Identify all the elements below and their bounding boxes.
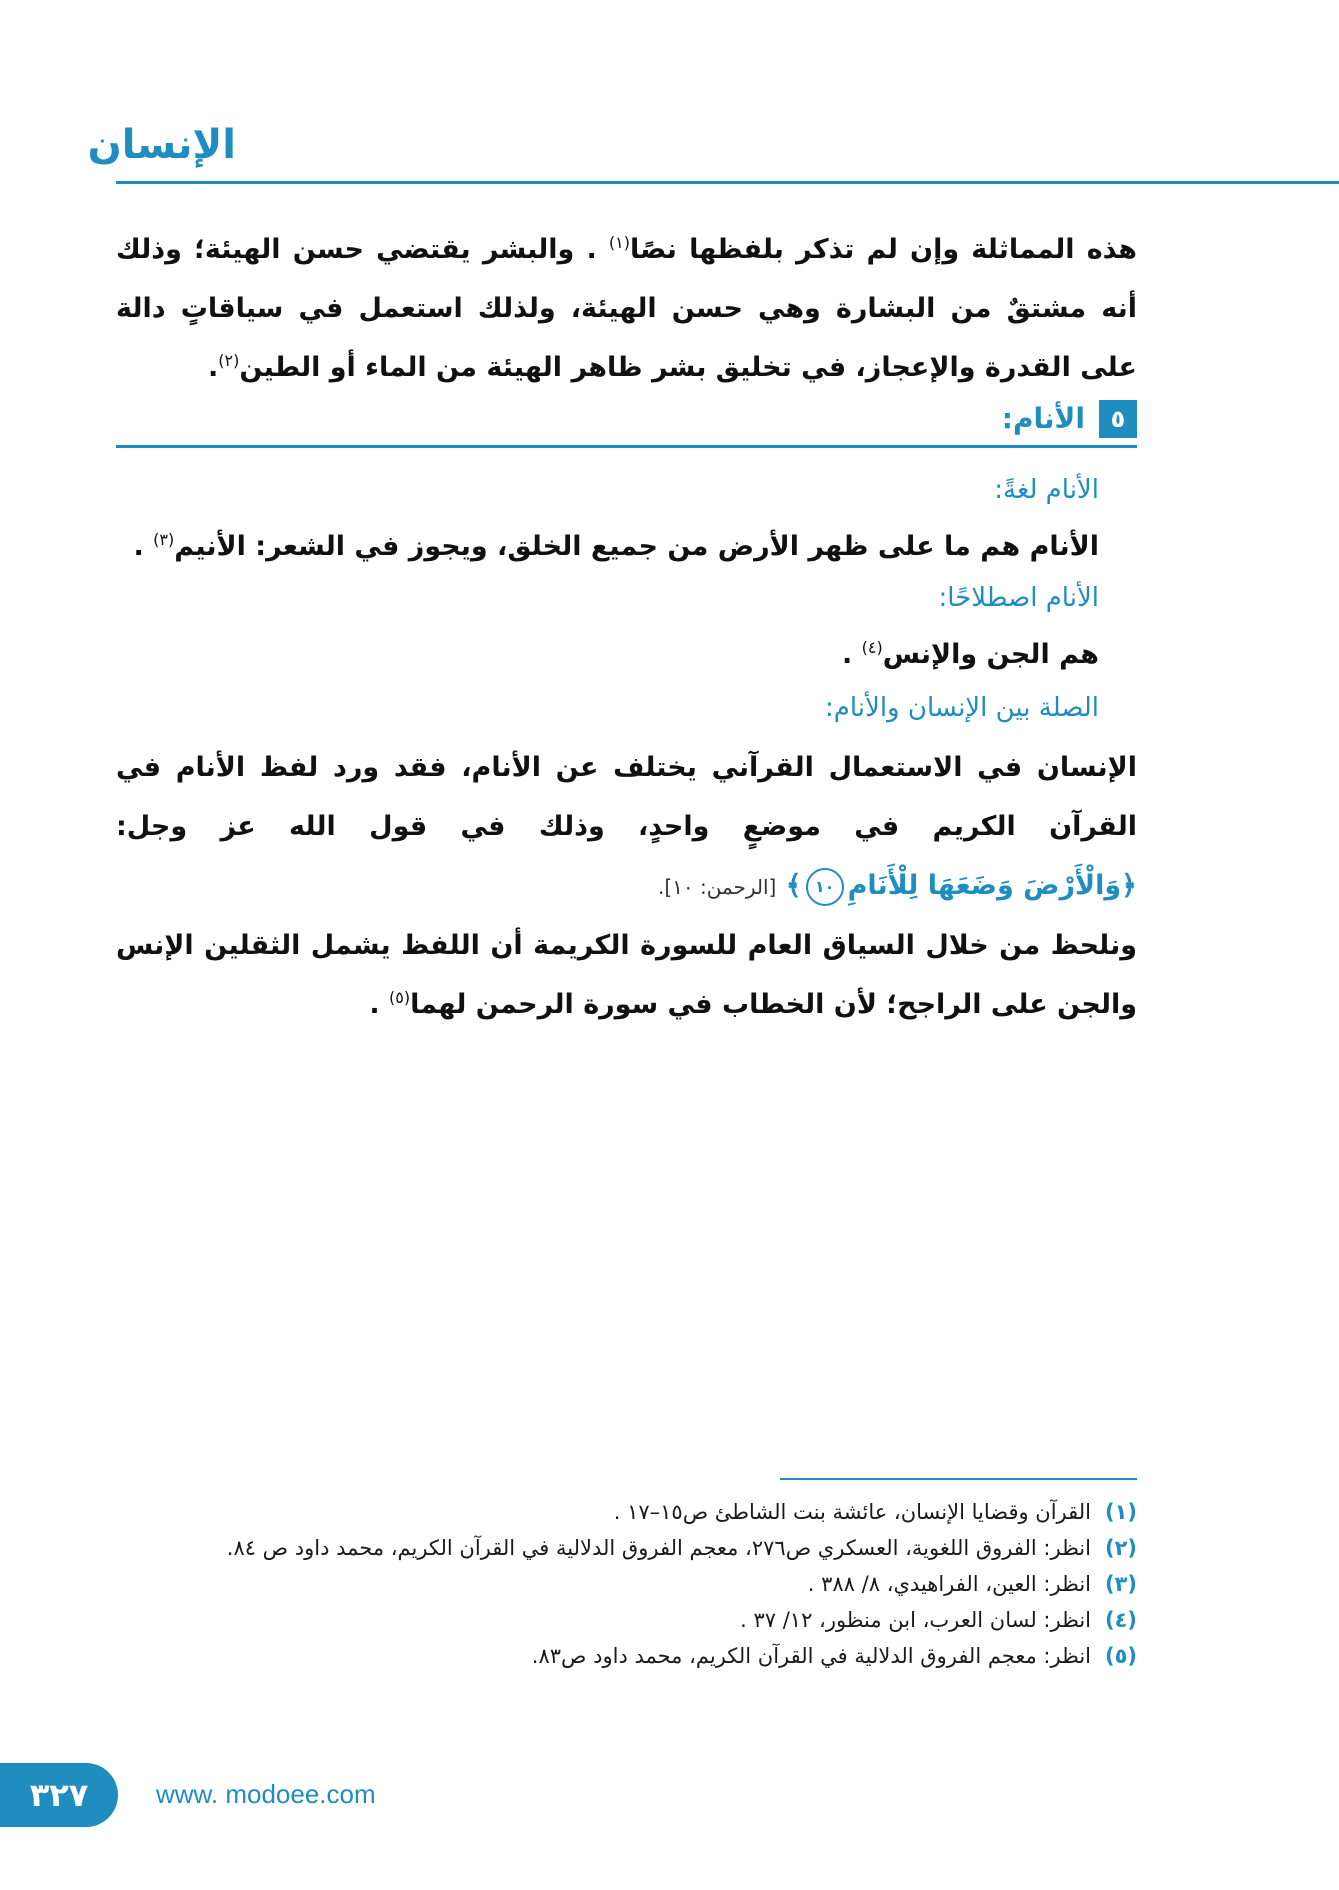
footnote-item [116, 1494, 1137, 1530]
technical-text: هم الجن والإنس [882, 639, 1099, 670]
footnote-ref-4[interactable]: (٤) [861, 638, 883, 657]
technical-definition [116, 628, 1099, 682]
relation-paragraph [116, 738, 1137, 901]
intro-end: . [207, 352, 219, 383]
verse-text: ﴿وَالْأَرْضَ وَضَعَهَا لِلْأَنَامِ [847, 870, 1137, 901]
relation-text: الإنسان في الاستعمال القرآني يختلف عن الأنام، فقد ورد لفظ الأنام في القرآن الكريم في موضعٍ واحدٍ، وذلك في قول الله عز وجل: [116, 752, 1137, 842]
footnote-ref-1[interactable]: (١) [608, 233, 631, 252]
footnote-item [116, 1602, 1137, 1638]
footnote-number: (٣) [1104, 1572, 1137, 1596]
footnotes-list [116, 1494, 1137, 1674]
section-rule [116, 445, 1137, 448]
intro-paragraph [116, 220, 1137, 398]
footnote-number: (٤) [1104, 1608, 1137, 1632]
quran-verse [786, 870, 1137, 901]
footnote-text: القرآن وقضايا الإنسان، عائشة بنت الشاطئ ص١٥–١٧ . [613, 1500, 1091, 1524]
lexical-heading: الأنام لغةً: [994, 475, 1099, 505]
lexical-definition [116, 520, 1099, 574]
footnote-text: انظر: الفروق اللغوية، العسكري ص٢٧٦، معجم الفروق الدلالية في القرآن الكريم، محمد داود ص ٨٤. [226, 1536, 1091, 1560]
conclusion-paragraph [116, 916, 1137, 1046]
section-header [116, 398, 1137, 442]
footnote-ref-2[interactable]: (٢) [218, 351, 240, 370]
footnote-text: انظر: معجم الفروق الدلالية في القرآن الكريم، محمد داود ص٨٣. [531, 1644, 1091, 1668]
running-header-title: الإنسان [87, 122, 236, 168]
footnote-item [116, 1566, 1137, 1602]
conclusion-end: . [369, 989, 380, 1020]
footnote-item [116, 1638, 1137, 1674]
footnote-number: (٢) [1104, 1536, 1137, 1560]
technical-end: . [841, 639, 853, 670]
lexical-text: الأنام هم ما على ظهر الأرض من جميع الخلق، ويجوز في الشعر: الأنيم [174, 531, 1099, 562]
verse-end-marker-icon: ١٠ [806, 868, 844, 906]
section-heading: الأنام: [1001, 402, 1085, 435]
relation-heading: الصلة بين الإنسان والأنام: [824, 693, 1099, 723]
footnote-item [116, 1530, 1137, 1566]
website-link[interactable]: www. modoee.com [156, 1779, 376, 1809]
header-rule [116, 181, 1339, 184]
footnote-number: (١) [1104, 1500, 1137, 1524]
intro-text: هذه المماثلة وإن لم تذكر بلفظها نصًا [630, 234, 1137, 265]
verse-reference: [الرحمن: ١٠]. [657, 875, 777, 899]
footnote-ref-3[interactable]: (٣) [153, 530, 175, 549]
footnote-text: انظر: لسان العرب، ابن منظور، ١٢/ ٣٧ . [740, 1608, 1091, 1632]
footnote-ref-5[interactable]: (٥) [389, 988, 411, 1007]
verse-close: ﴾ [785, 870, 802, 901]
footnote-text: انظر: العين، الفراهيدي، ٨/ ٣٨٨ . [807, 1572, 1091, 1596]
page-number: ٣٢٧ [0, 1763, 118, 1827]
footnote-separator [780, 1478, 1137, 1480]
conclusion-text: ونلحظ من خلال السياق العام للسورة الكريمة أن اللفظ يشمل الثقلين الإنس والجن على الراجح؛ لأن الخطاب في سورة الرحمن لهما [116, 930, 1137, 1020]
section-number-badge: ٥ [1099, 400, 1137, 438]
intro-text-continued: . والبشر يقتضي حسن الهيئة؛ وذلك أنه مشتقٌ من البشارة وهي حسن الهيئة، ولذلك استعمل في سياقاتٍ دالة على القدرة والإعجاز، في تخليق بشر ظاهر الهيئة من الماء أو الطين [116, 234, 1137, 383]
footnote-number: (٥) [1104, 1644, 1137, 1668]
technical-heading: الأنام اصطلاحًا: [938, 583, 1099, 613]
lexical-end: . [133, 531, 144, 562]
